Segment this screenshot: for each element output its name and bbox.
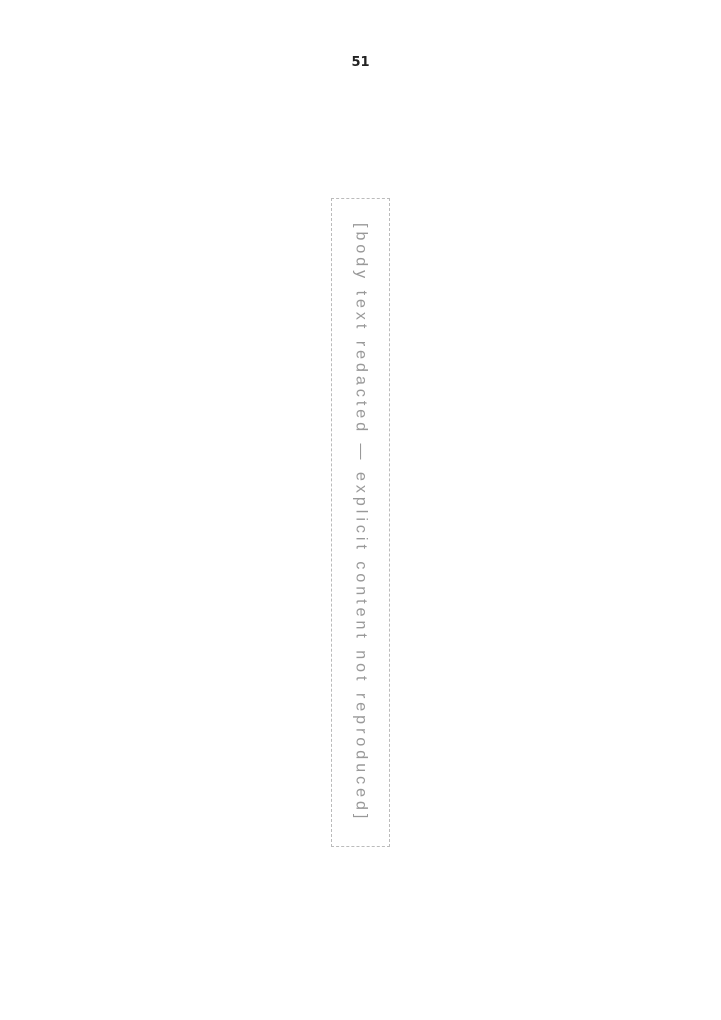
vertical-text-body (120, 85, 601, 960)
redaction-note: [body text redacted — explicit content not reproduced] (331, 198, 391, 847)
page-number: 51 (351, 55, 370, 70)
